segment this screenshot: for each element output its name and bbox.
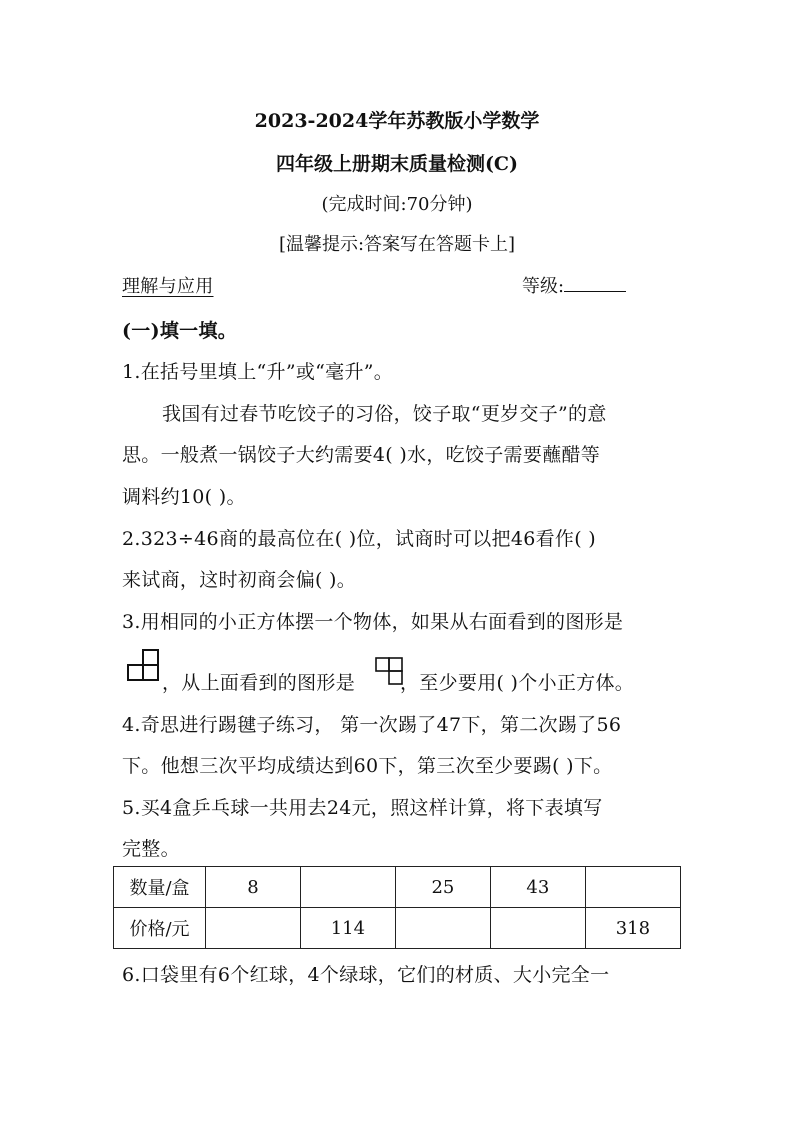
q2-line1: 2.323÷46商的最高位在( )位，试商时可以把46看作( ) <box>122 528 596 550</box>
q4-line2: 下。他想三次平均成绩达到60下，第三次至少要踢( )下。 <box>122 755 613 777</box>
grade-blank <box>564 275 626 292</box>
part-heading: (一)填一填。 <box>122 320 238 342</box>
quantity-price-table <box>113 866 681 949</box>
time-note: (完成时间:70分钟) <box>321 194 473 215</box>
table-cell: 价格/元 <box>114 908 206 949</box>
table-cell: 数量/盒 <box>114 867 206 908</box>
q4-line1: 4.奇思进行踢毽子练习， 第一次踢了47下，第二次踢了56 <box>122 714 622 736</box>
q1-line1: 1.在括号里填上“升”或“毫升”。 <box>122 361 394 383</box>
table-cell-blank <box>300 867 395 908</box>
q1-line3: 思。一般煮一锅饺子大约需要4( )水，吃饺子需要蘸醋等 <box>122 444 601 466</box>
q5-line2: 完整。 <box>122 838 180 860</box>
q2-line2: 来试商，这时初商会偏( )。 <box>122 569 357 591</box>
right-view-figure-icon <box>126 648 160 682</box>
table-cell-blank <box>585 867 680 908</box>
table-cell-blank <box>395 908 490 949</box>
table-cell: 43 <box>490 867 585 908</box>
table-cell: 114 <box>300 908 395 949</box>
table-row-price <box>114 908 681 949</box>
table-cell: 8 <box>206 867 301 908</box>
q5-line1: 5.买4盒乒乓球一共用去24元，照这样计算，将下表填写 <box>122 797 603 819</box>
table-row-quantity <box>114 867 681 908</box>
grade-field <box>522 272 626 298</box>
table-cell-blank <box>490 908 585 949</box>
table-cell-blank <box>206 908 301 949</box>
hint-note: [温馨提示:答案写在答题卡上] <box>278 234 516 255</box>
q3-line2a: ，从上面看到的图形是 <box>162 672 356 694</box>
exam-subtitle: 四年级上册期末质量检测(C) <box>275 153 519 175</box>
table-cell: 25 <box>395 867 490 908</box>
q3-line2b: ，至少要用( )个小正方体。 <box>400 672 635 694</box>
q6-line1: 6.口袋里有6个红球，4个绿球，它们的材质、大小完全一 <box>122 964 610 986</box>
section-label: 理解与应用 <box>122 276 214 297</box>
exam-title: 2023-2024学年苏教版小学数学 <box>254 110 540 132</box>
q3-line1: 3.用相同的小正方体摆一个物体，如果从右面看到的图形是 <box>122 611 624 633</box>
table-cell: 318 <box>585 908 680 949</box>
q1-line4: 调料约10( )。 <box>122 486 246 508</box>
grade-label: 等级: <box>522 276 565 297</box>
q1-line2: 我国有过春节吃饺子的习俗，饺子取“更岁交子”的意 <box>162 403 607 425</box>
